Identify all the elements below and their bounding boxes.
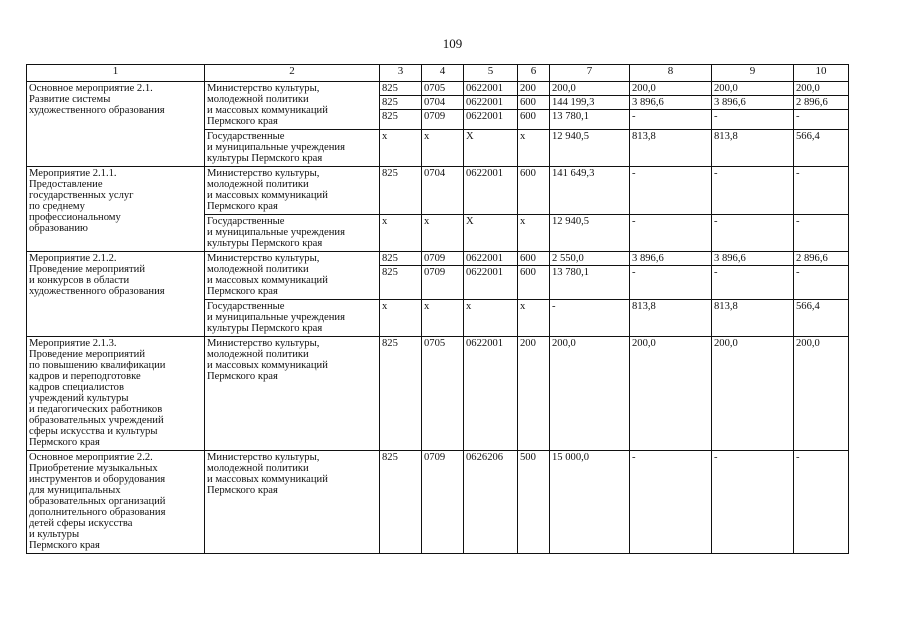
value-col10: -: [794, 451, 849, 554]
code-vr: 200: [518, 337, 550, 451]
value-col8: 3 896,6: [630, 252, 712, 266]
value-col7: -: [550, 300, 630, 337]
activity-name: Мероприятие 2.1.2. Проведение мероприятий и конкурсов в области художественного образования: [27, 252, 205, 337]
activity-name: Мероприятие 2.1.3. Проведение мероприятий по повышению квалификации кадров и переподготовке кадров специалистов учреждений культуры и педагогических работников образовательных учреждений сферы искусства и культуры Пермского края: [27, 337, 205, 451]
code-vr: 600: [518, 167, 550, 215]
value-col10: 566,4: [794, 130, 849, 167]
code-target: 0622001: [464, 96, 518, 110]
budget-table: [26, 64, 849, 554]
column-header: 5: [464, 65, 518, 82]
code-section: 0709: [422, 252, 464, 266]
executor-name: Министерство культуры, молодежной политики и массовых коммуникаций Пермского края: [205, 82, 380, 130]
value-col7: 141 649,3: [550, 167, 630, 215]
value-col9: 3 896,6: [712, 252, 794, 266]
column-header: 4: [422, 65, 464, 82]
value-col10: 2 896,6: [794, 252, 849, 266]
value-col7: 15 000,0: [550, 451, 630, 554]
code-section: 0704: [422, 167, 464, 215]
value-col8: -: [630, 110, 712, 130]
code-vr: x: [518, 215, 550, 252]
value-col9: -: [712, 266, 794, 300]
code-grbs: x: [380, 215, 422, 252]
code-target: X: [464, 130, 518, 167]
code-section: x: [422, 130, 464, 167]
code-vr: 600: [518, 96, 550, 110]
value-col7: 12 940,5: [550, 215, 630, 252]
column-header: 2: [205, 65, 380, 82]
code-vr: 600: [518, 110, 550, 130]
code-target: 0622001: [464, 266, 518, 300]
value-col10: 200,0: [794, 82, 849, 96]
activity-name: Мероприятие 2.1.1. Предоставление государственных услуг по среднему профессиональному образованию: [27, 167, 205, 252]
code-vr: 600: [518, 252, 550, 266]
executor-name: Министерство культуры, молодежной политики и массовых коммуникаций Пермского края: [205, 252, 380, 300]
code-grbs: x: [380, 300, 422, 337]
value-col8: 813,8: [630, 300, 712, 337]
value-col9: -: [712, 167, 794, 215]
value-col9: -: [712, 110, 794, 130]
value-col10: 566,4: [794, 300, 849, 337]
value-col8: 200,0: [630, 337, 712, 451]
column-header: 6: [518, 65, 550, 82]
column-header: 1: [27, 65, 205, 82]
code-section: 0709: [422, 266, 464, 300]
value-col9: 3 896,6: [712, 96, 794, 110]
value-col9: -: [712, 215, 794, 252]
code-grbs: 825: [380, 337, 422, 451]
executor-name: Государственные и муниципальные учреждения культуры Пермского края: [205, 215, 380, 252]
value-col9: 813,8: [712, 130, 794, 167]
value-col8: -: [630, 451, 712, 554]
table-row: [27, 451, 849, 554]
code-target: 0622001: [464, 167, 518, 215]
value-col10: -: [794, 266, 849, 300]
page-number: 109: [442, 36, 463, 51]
table-row: [27, 167, 849, 215]
column-header: 7: [550, 65, 630, 82]
code-target: 0622001: [464, 82, 518, 96]
activity-name: Основное мероприятие 2.1. Развитие системы художественного образования: [27, 82, 205, 167]
code-target: 0622001: [464, 252, 518, 266]
code-grbs: 825: [380, 266, 422, 300]
column-header: 10: [794, 65, 849, 82]
value-col9: 200,0: [712, 82, 794, 96]
header-row: [27, 65, 849, 82]
code-vr: 200: [518, 82, 550, 96]
table-row: [27, 337, 849, 451]
code-target: x: [464, 300, 518, 337]
code-grbs: 825: [380, 96, 422, 110]
column-header: 3: [380, 65, 422, 82]
executor-name: Государственные и муниципальные учреждения культуры Пермского края: [205, 130, 380, 167]
value-col7: 2 550,0: [550, 252, 630, 266]
column-header: 8: [630, 65, 712, 82]
code-vr: x: [518, 130, 550, 167]
code-section: 0709: [422, 451, 464, 554]
value-col10: -: [794, 110, 849, 130]
code-grbs: 825: [380, 82, 422, 96]
code-target: 0626206: [464, 451, 518, 554]
code-section: x: [422, 215, 464, 252]
code-section: 0705: [422, 337, 464, 451]
executor-name: Министерство культуры, молодежной политики и массовых коммуникаций Пермского края: [205, 451, 380, 554]
code-vr: x: [518, 300, 550, 337]
code-section: 0709: [422, 110, 464, 130]
value-col8: 813,8: [630, 130, 712, 167]
table-row: [27, 82, 849, 96]
code-vr: 500: [518, 451, 550, 554]
value-col7: 200,0: [550, 337, 630, 451]
code-grbs: 825: [380, 252, 422, 266]
value-col8: 3 896,6: [630, 96, 712, 110]
executor-name: Министерство культуры, молодежной политики и массовых коммуникаций Пермского края: [205, 337, 380, 451]
code-target: X: [464, 215, 518, 252]
value-col7: 12 940,5: [550, 130, 630, 167]
table-row: [27, 252, 849, 266]
code-section: x: [422, 300, 464, 337]
value-col9: 200,0: [712, 337, 794, 451]
value-col7: 200,0: [550, 82, 630, 96]
value-col10: -: [794, 167, 849, 215]
value-col7: 13 780,1: [550, 110, 630, 130]
value-col8: -: [630, 215, 712, 252]
executor-name: Государственные и муниципальные учреждения культуры Пермского края: [205, 300, 380, 337]
value-col10: -: [794, 215, 849, 252]
code-section: 0704: [422, 96, 464, 110]
executor-name: Министерство культуры, молодежной политики и массовых коммуникаций Пермского края: [205, 167, 380, 215]
code-grbs: 825: [380, 110, 422, 130]
code-vr: 600: [518, 266, 550, 300]
value-col7: 144 199,3: [550, 96, 630, 110]
code-grbs: 825: [380, 167, 422, 215]
code-grbs: 825: [380, 451, 422, 554]
column-header: 9: [712, 65, 794, 82]
code-grbs: x: [380, 130, 422, 167]
value-col9: 813,8: [712, 300, 794, 337]
code-target: 0622001: [464, 110, 518, 130]
value-col7: 13 780,1: [550, 266, 630, 300]
code-target: 0622001: [464, 337, 518, 451]
value-col8: -: [630, 167, 712, 215]
code-section: 0705: [422, 82, 464, 96]
value-col8: 200,0: [630, 82, 712, 96]
value-col9: -: [712, 451, 794, 554]
value-col10: 2 896,6: [794, 96, 849, 110]
value-col8: -: [630, 266, 712, 300]
value-col10: 200,0: [794, 337, 849, 451]
activity-name: Основное мероприятие 2.2. Приобретение музыкальных инструментов и оборудования для муниципальных образовательных организаций дополнительного образования детей сферы искусства и культуры Пермского края: [27, 451, 205, 554]
